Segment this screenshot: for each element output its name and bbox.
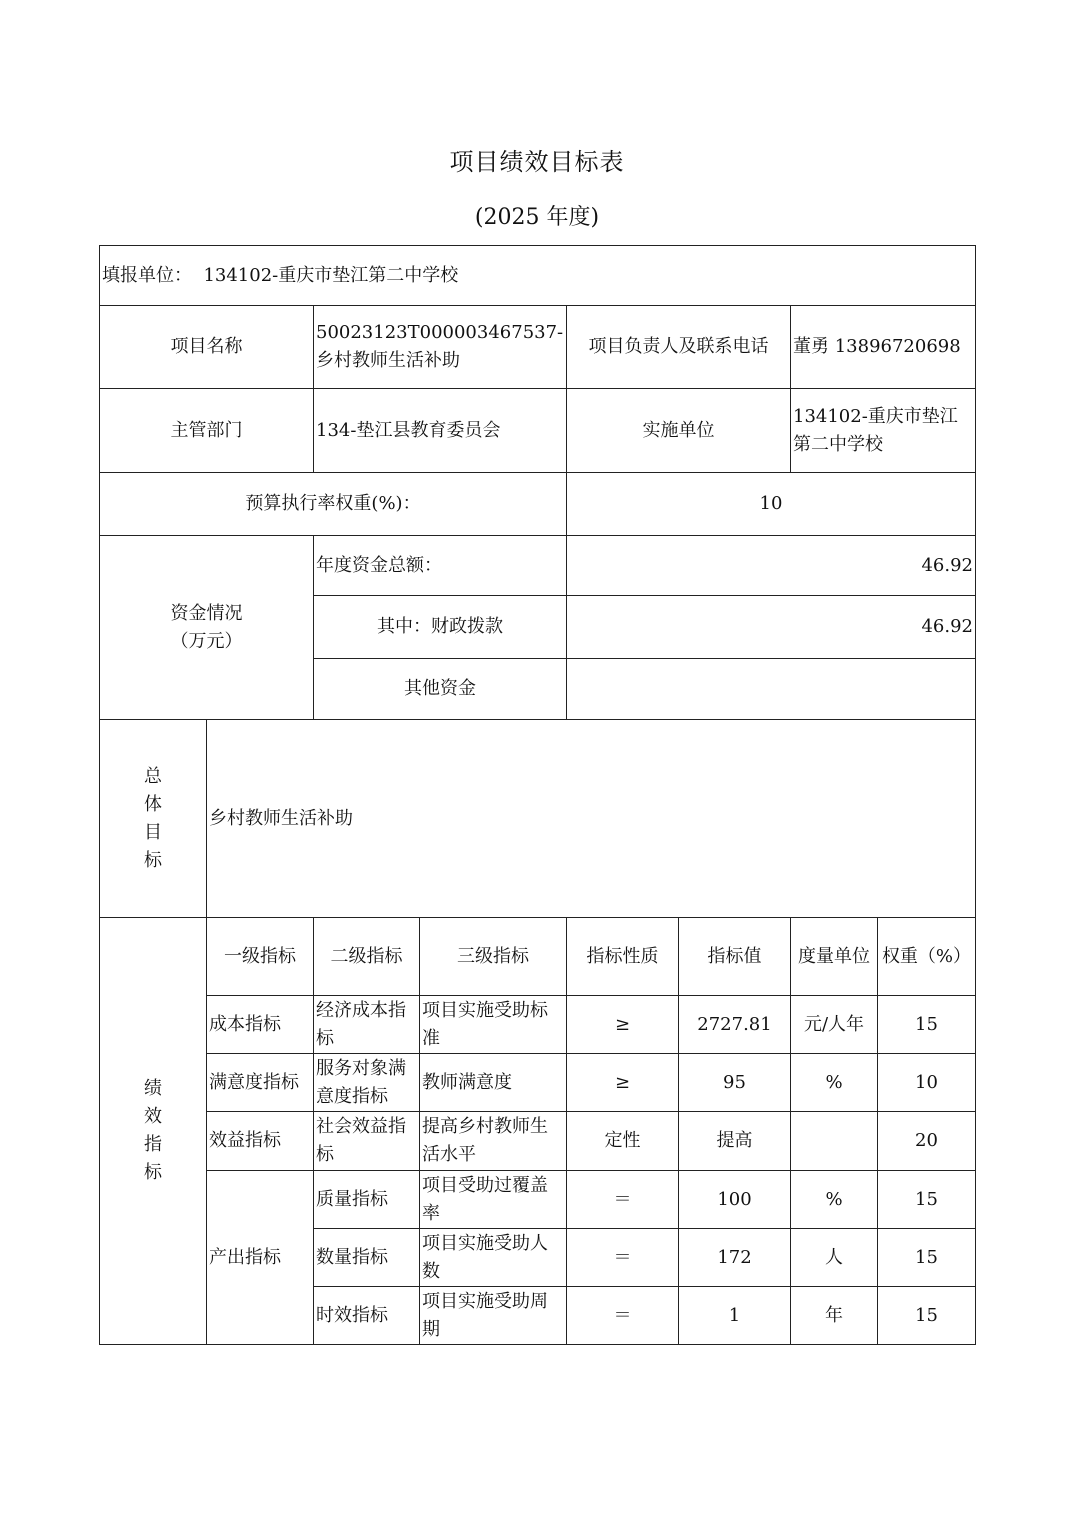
perf-label-text: 绩效指标 <box>144 1078 162 1183</box>
header-weight: 权重（%） <box>878 918 976 996</box>
dept-value: 134-垫江县教育委员会 <box>314 389 567 473</box>
budget-weight-label: 预算执行率权重(%)： <box>100 473 567 536</box>
funds-total-label: 年度资金总额： <box>314 536 567 596</box>
indicator-value: 提高 <box>679 1112 791 1171</box>
indicator-l2: 服务对象满意度指标 <box>314 1054 420 1112</box>
table-row <box>100 996 976 1054</box>
indicator-weight: 10 <box>878 1054 976 1112</box>
indicator-l3: 项目受助过覆盖率 <box>420 1171 567 1229</box>
indicator-weight: 15 <box>878 1287 976 1345</box>
perf-label <box>100 918 207 1345</box>
indicator-value: 1 <box>679 1287 791 1345</box>
indicator-l2: 社会效益指标 <box>314 1112 420 1171</box>
unit-label: 填报单位： <box>102 264 192 286</box>
indicator-l3: 教师满意度 <box>420 1054 567 1112</box>
funds-label-text: 资金情况（万元） <box>170 602 243 652</box>
goal-label-text: 总体目标 <box>144 765 162 871</box>
indicator-value: 95 <box>679 1054 791 1112</box>
budget-weight-value: 10 <box>567 473 976 536</box>
funds-fiscal-label: 其中：财政拨款 <box>314 596 567 659</box>
indicator-nature: ＝ <box>567 1229 679 1287</box>
owner-label: 项目负责人及联系电话 <box>567 306 791 389</box>
table-row <box>100 1171 976 1229</box>
indicator-nature: ＝ <box>567 1287 679 1345</box>
header-l3: 三级指标 <box>420 918 567 996</box>
indicator-unit: % <box>791 1171 878 1229</box>
indicator-value: 172 <box>679 1229 791 1287</box>
indicator-nature: ＝ <box>567 1171 679 1229</box>
header-value: 指标值 <box>679 918 791 996</box>
header-l1: 一级指标 <box>207 918 314 996</box>
indicator-l3: 项目实施受助人数 <box>420 1229 567 1287</box>
indicator-unit: 人 <box>791 1229 878 1287</box>
indicator-weight: 20 <box>878 1112 976 1171</box>
project-name-value: 50023123T000003467537-乡村教师生活补助 <box>314 306 567 389</box>
funds-label <box>100 536 314 720</box>
page-subtitle: (2025 年度) <box>474 205 600 230</box>
indicator-unit: 元/人年 <box>791 996 878 1054</box>
header-unit: 度量单位 <box>791 918 878 996</box>
indicator-l1: 成本指标 <box>207 996 314 1054</box>
indicator-l2: 质量指标 <box>314 1171 420 1229</box>
header-nature: 指标性质 <box>567 918 679 996</box>
funds-fiscal-value: 46.92 <box>567 596 976 659</box>
funds-total-value: 46.92 <box>567 536 976 596</box>
funds-other-value <box>567 659 976 720</box>
page-title: 项目绩效目标表 <box>449 148 625 176</box>
indicator-unit <box>791 1112 878 1171</box>
indicator-l3: 项目实施受助标准 <box>420 996 567 1054</box>
impl-label: 实施单位 <box>567 389 791 473</box>
funds-other-label: 其他资金 <box>314 659 567 720</box>
indicator-weight: 15 <box>878 1229 976 1287</box>
indicator-unit: 年 <box>791 1287 878 1345</box>
indicator-unit: % <box>791 1054 878 1112</box>
unit-cell <box>100 246 976 306</box>
owner-value: 董勇 13896720698 <box>791 306 976 389</box>
indicator-l1: 满意度指标 <box>207 1054 314 1112</box>
indicator-weight: 15 <box>878 1171 976 1229</box>
table-row <box>100 1054 976 1112</box>
indicator-nature: ≥ <box>567 1054 679 1112</box>
indicator-l3: 提高乡村教师生活水平 <box>420 1112 567 1171</box>
project-name-label: 项目名称 <box>100 306 314 389</box>
indicator-weight: 15 <box>878 996 976 1054</box>
table-row <box>100 1112 976 1171</box>
performance-table <box>99 245 976 1345</box>
indicator-l1: 效益指标 <box>207 1112 314 1171</box>
indicator-value: 100 <box>679 1171 791 1229</box>
indicator-l2: 时效指标 <box>314 1287 420 1345</box>
dept-label: 主管部门 <box>100 389 314 473</box>
indicator-l3: 项目实施受助周期 <box>420 1287 567 1345</box>
indicator-nature: ≥ <box>567 996 679 1054</box>
impl-value: 134102-重庆市垫江第二中学校 <box>791 389 976 473</box>
indicator-l1: 产出指标 <box>207 1171 314 1345</box>
indicator-l2: 经济成本指标 <box>314 996 420 1054</box>
indicator-l2: 数量指标 <box>314 1229 420 1287</box>
unit-value: 134102-重庆市垫江第二中学校 <box>203 264 459 286</box>
indicator-value: 2727.81 <box>679 996 791 1054</box>
indicator-nature: 定性 <box>567 1112 679 1171</box>
goal-label <box>100 720 207 918</box>
header-l2: 二级指标 <box>314 918 420 996</box>
goal-value: 乡村教师生活补助 <box>207 720 976 918</box>
